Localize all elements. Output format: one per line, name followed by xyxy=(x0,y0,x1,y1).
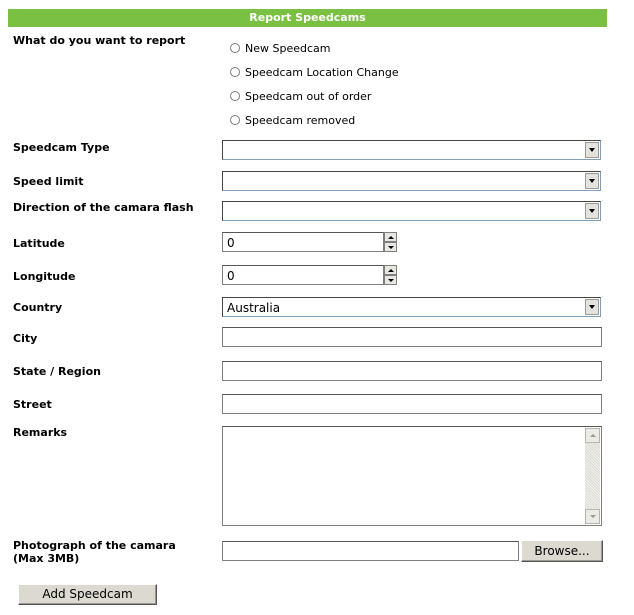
speedcam-type-select[interactable] xyxy=(222,140,601,160)
radio-button[interactable] xyxy=(230,91,240,101)
latitude-input[interactable] xyxy=(222,232,384,252)
city-label: City xyxy=(13,332,38,345)
radio-label: Speedcam out of order xyxy=(245,89,372,103)
latitude-label: Latitude xyxy=(13,237,65,250)
remarks-textarea[interactable] xyxy=(222,426,602,526)
radio-label: Speedcam Location Change xyxy=(245,65,399,79)
speed-limit-label: Speed limit xyxy=(13,175,84,188)
scroll-down-icon[interactable] xyxy=(585,509,600,524)
spin-up-icon[interactable] xyxy=(384,265,397,275)
direction-label: Direction of the camara flash xyxy=(13,201,194,214)
remarks-label: Remarks xyxy=(13,426,68,439)
longitude-input[interactable] xyxy=(222,265,384,285)
select-value: Australia xyxy=(227,301,281,315)
input-value: 0 xyxy=(227,236,235,250)
input-value: 0 xyxy=(227,269,235,283)
speedcam-type-label: Speedcam Type xyxy=(13,141,110,154)
radio-label: New Speedcam xyxy=(245,41,331,55)
longitude-label: Longitude xyxy=(13,270,76,283)
dropdown-arrow-icon[interactable] xyxy=(585,142,599,158)
add-speedcam-button[interactable]: Add Speedcam xyxy=(18,584,157,605)
remarks-scrollbar[interactable] xyxy=(585,428,600,524)
radio-location-change[interactable] xyxy=(230,64,399,80)
spin-up-icon[interactable] xyxy=(384,232,397,242)
radio-button[interactable] xyxy=(230,67,240,77)
radio-new-speedcam[interactable] xyxy=(230,40,330,56)
radio-label: Speedcam removed xyxy=(245,113,356,127)
form-header: Report Speedcams xyxy=(8,9,607,27)
longitude-spinner[interactable] xyxy=(384,265,397,286)
dropdown-arrow-icon[interactable] xyxy=(585,173,599,189)
country-label: Country xyxy=(13,301,63,314)
speed-limit-select[interactable] xyxy=(222,171,601,191)
scroll-up-icon[interactable] xyxy=(585,428,600,443)
photo-file-input[interactable] xyxy=(222,541,519,561)
dropdown-arrow-icon[interactable] xyxy=(585,203,599,219)
photo-label: Photograph of the camara (Max 3MB) xyxy=(13,539,176,565)
radio-removed[interactable] xyxy=(230,112,355,128)
radio-out-of-order[interactable] xyxy=(230,88,371,104)
dropdown-arrow-icon[interactable] xyxy=(585,299,599,315)
street-input[interactable] xyxy=(222,394,602,414)
radio-button[interactable] xyxy=(230,115,240,125)
spin-down-icon[interactable] xyxy=(384,242,397,252)
spin-down-icon[interactable] xyxy=(384,275,397,285)
latitude-spinner[interactable] xyxy=(384,232,397,253)
state-label: State / Region xyxy=(13,365,101,378)
report-type-label: What do you want to report xyxy=(13,34,186,47)
direction-select[interactable] xyxy=(222,201,601,221)
radio-button[interactable] xyxy=(230,43,240,53)
city-input[interactable] xyxy=(222,327,602,347)
state-input[interactable] xyxy=(222,361,602,381)
street-label: Street xyxy=(13,398,52,411)
country-select[interactable] xyxy=(222,297,601,317)
browse-button[interactable]: Browse... xyxy=(521,540,603,562)
